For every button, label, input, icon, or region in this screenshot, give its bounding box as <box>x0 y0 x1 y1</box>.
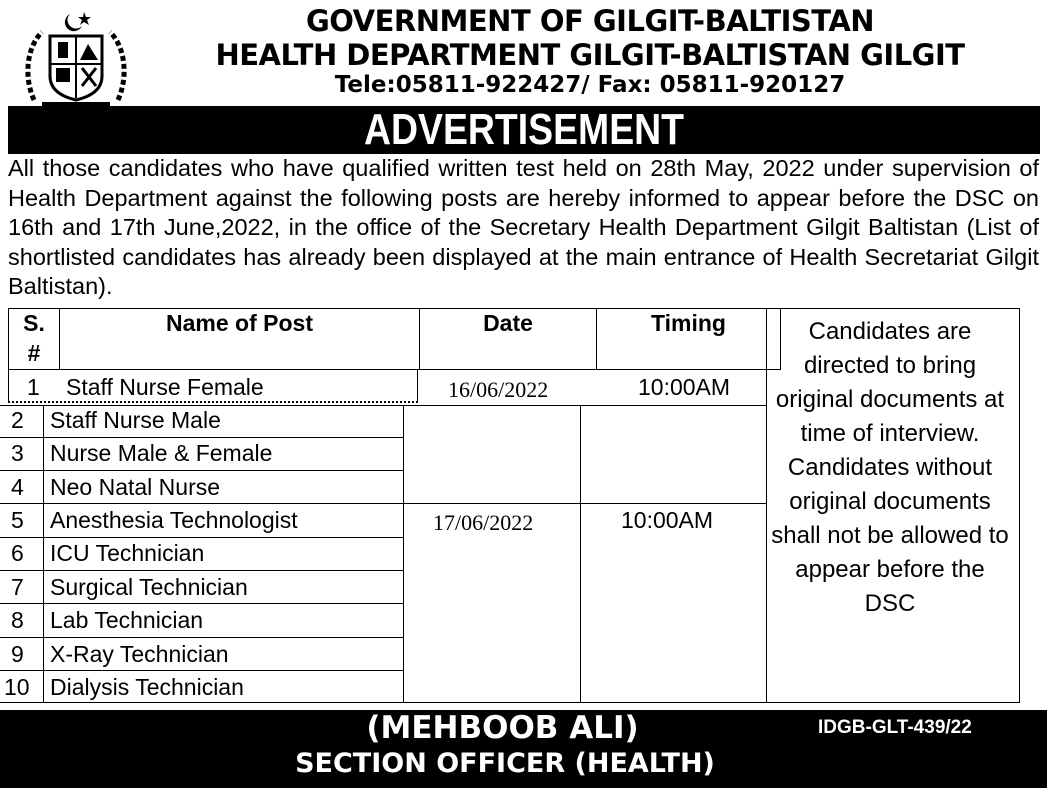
row-sno: 4 <box>11 474 24 500</box>
group2-timing: 10:00AM <box>621 507 714 533</box>
row-post: Dialysis Technician <box>50 674 244 700</box>
date-column <box>403 405 581 703</box>
header-sno-line2: # <box>27 340 41 366</box>
instructions-note: Candidates are directed to bring original documents at time of interview. Candidates without original documents shall not be allowed to appear before the DSC <box>771 318 1009 617</box>
row-sno: 6 <box>11 540 24 566</box>
group1-timing: 10:00AM <box>638 374 731 400</box>
group1-date: 16/06/2022 <box>448 377 549 402</box>
row-post: Nurse Male & Female <box>50 440 273 466</box>
row-sno: 10 <box>4 674 30 700</box>
header-government: GOVERNMENT OF GILGIT-BALTISTAN <box>305 4 875 38</box>
row-post: X-Ray Technician <box>50 641 229 667</box>
row-sno: 3 <box>11 440 24 466</box>
row-divider <box>0 470 404 471</box>
row-sno: 5 <box>11 507 24 533</box>
reference-number: IDGB-GLT-439/22 <box>818 717 972 738</box>
row-post: Staff Nurse Male <box>50 407 221 433</box>
row-sno: 2 <box>11 407 24 433</box>
group2-date: 17/06/2022 <box>433 510 534 535</box>
row-post: Anesthesia Technologist <box>50 507 298 533</box>
row-sno: 7 <box>11 574 24 600</box>
header-department: HEALTH DEPARTMENT GILGIT-BALTISTAN GILGIT <box>215 38 965 72</box>
header-date: Date <box>483 310 533 336</box>
row-divider <box>0 637 404 638</box>
row-divider <box>0 570 404 571</box>
page-title: ADVERTISEMENT <box>363 105 684 154</box>
row-post: ICU Technician <box>50 540 205 566</box>
header-sno-line1: S. <box>23 310 45 336</box>
header-contact: Tele:05811-922427/ Fax: 05811-920127 <box>334 72 846 98</box>
signatory-designation: SECTION OFFICER (HEALTH) <box>295 748 715 779</box>
header-post: Name of Post <box>166 310 313 336</box>
timing-column <box>580 405 767 703</box>
row-divider <box>0 503 767 504</box>
row-divider <box>0 670 404 671</box>
row-divider <box>0 437 404 438</box>
row-post: Lab Technician <box>50 607 204 633</box>
intro-paragraph: All those candidates who have qualified written test held on 28th May, 2022 under supervision of Health Department against the following posts are hereby informed to appear before the DSC on 16th and 17th June,2022, in the office of the Secretary Health Department Gilgit Baltistan (List of shortlisted candidates has already been displayed at the main entrance of Health Secretariat Gilgit Baltistan). <box>8 155 1039 299</box>
row-post: Surgical Technician <box>50 574 248 600</box>
row-post: Neo Natal Nurse <box>50 474 221 500</box>
row-divider <box>0 603 404 604</box>
header-timing: Timing <box>651 310 726 336</box>
row-post: Staff Nurse Female <box>66 374 264 400</box>
row-sno: 1 <box>27 374 40 400</box>
signatory-name: (MEHBOOB ALI) <box>366 710 639 746</box>
row-divider <box>0 537 404 538</box>
row-sno: 8 <box>11 607 24 633</box>
gb-government-emblem-icon <box>22 8 130 114</box>
row-sno: 9 <box>11 641 24 667</box>
